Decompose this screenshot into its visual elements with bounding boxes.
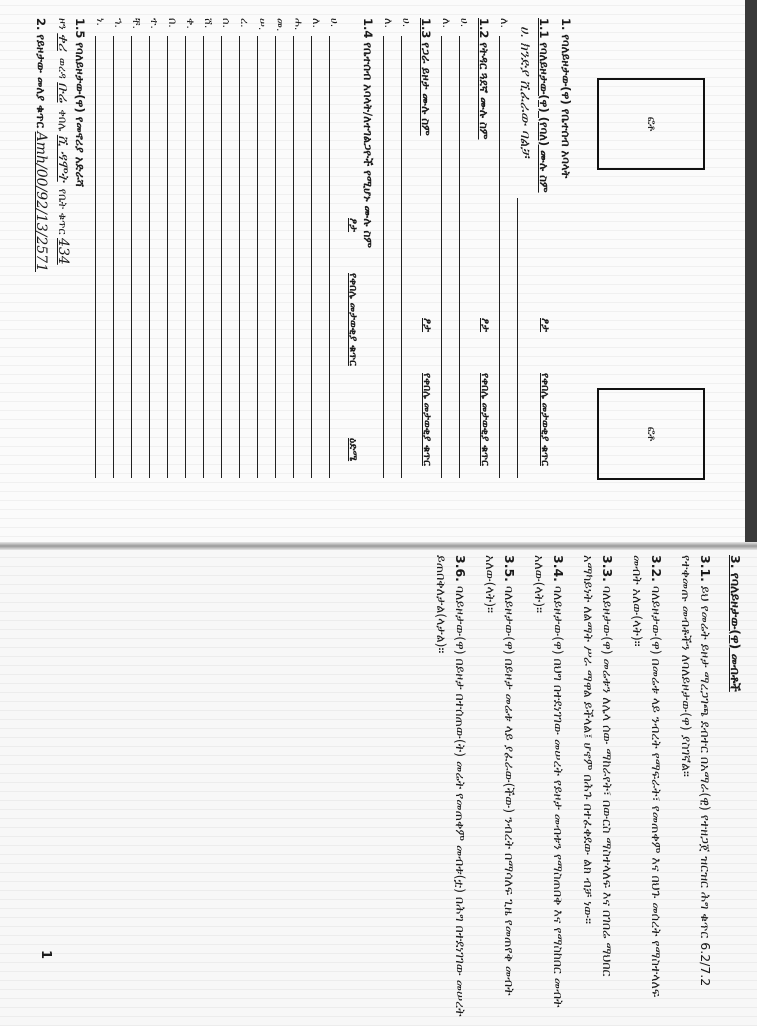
item1-2-sex-header: ፆታ — [479, 318, 491, 333]
family-row: ሀ. — [327, 18, 341, 478]
photo-label: ፎቶ — [645, 116, 658, 132]
item1-3-sex-header: ፆታ — [421, 318, 433, 333]
page-number: 1 — [38, 950, 53, 960]
clause-3-3: 3.3. ባለይዞታው(ዋ) መሬቱን ለሌላ ሰው ማከራየት፣ በውርስ ማስተላለፍ እና በገበሬ ማህበር አማካይነት ለልማት ሥራ ማዋል ይችላል፤ ሆኖም በሕጉ በተፈቀደው ልክ ብቻ ነው። — [581, 555, 616, 977]
photo-box-left — [597, 78, 705, 170]
family-row: መ. — [273, 18, 287, 478]
zone-label: ዞን — [56, 18, 69, 30]
family-row: ተ. — [147, 18, 161, 478]
family-row: ሰ. — [219, 18, 233, 478]
page-gutter — [0, 542, 757, 550]
item1-2-id-header: የቀበሌ መታወቂያ ቁጥር — [479, 373, 491, 466]
rights-text — [25, 555, 745, 1020]
item1-1-sex-header: ፆታ — [539, 318, 551, 333]
clause-3-1: 3.1. ይህ የመሬት ይዞታ ማረጋገጫ ደብተር በአማራ(ዊ) የተዘጋጀ ዝርዝር ሕግ ቁጥር 6.2/7.2 የተቀመጡ መብቶችን ለባለይዞታው(ዋ) ያስገኛል። — [679, 555, 714, 987]
clause-3-2: 3.2. ባለይዞታው(ዋ) በመሬቱ ላይ ንብረት የማፍራት፣ የመጠቀም እና በህጉ መሰረት የማስተላለፍ መብት አለው(ላት)። — [630, 555, 665, 998]
clause-3-4: 3.4. ባለይዞታው(ዋ) በህግ በተደነገገው መሠረት የይዞታ መብቱን የማስጠበቅ እና የማስከበር መብት አለው(ላት)። — [532, 555, 567, 1008]
family-row: ለ. — [309, 18, 323, 478]
family-row: በ. — [165, 18, 179, 478]
form-row: ለ. — [439, 18, 453, 478]
family-row: ሐ. — [291, 18, 305, 478]
family-row: ቀ. — [183, 18, 197, 478]
kebele-label: ቀበሌ — [56, 109, 69, 132]
family-row: ኀ. — [111, 18, 125, 478]
house-value: 434 — [55, 238, 71, 265]
book-spine — [745, 0, 757, 548]
form-row: ለ. — [497, 18, 511, 478]
parcel-id-value: Amh/00/92/13/2571 — [33, 131, 49, 272]
family-row: ሠ. — [255, 18, 269, 478]
registration-form — [25, 18, 705, 508]
house-label: የቤት ቁጥር — [56, 188, 69, 235]
woreda-label: ወረዳ — [56, 57, 69, 79]
form-row: ሀ. — [399, 18, 413, 478]
item1-1-id-header: የቀበሌ መታወቂያ ቁጥር — [539, 373, 551, 466]
item1-2-label: 1.2 የትዳር ጓደኛ ሙሉ ስም — [477, 18, 491, 140]
item1-4-sex-header: ፆታ — [347, 218, 359, 233]
item1-4-label: 1.4 የቤተሰብ አባላት/ለተገልጋዮች የሚሆኑ ሙሉ ስም — [361, 18, 375, 248]
family-row: ቸ. — [129, 18, 143, 478]
clause-3-6: 3.6. ባለይዞታው(ዋ) በይዞታ በተሰጠው(ት) መሬት የመጠቀም መብቱ(ቷ) በሕግ በተደነገገው መሠረት ይጠበቅለታል(ላታል)። — [434, 555, 469, 1017]
item2-line — [33, 18, 49, 272]
item1-3-id-header: የቀበሌ መታወቂያ ቁጥር — [421, 373, 433, 466]
family-row: ነ. — [93, 18, 107, 478]
family-row: ረ. — [237, 18, 251, 478]
address-line — [55, 18, 71, 265]
form-row: ሀ. — [457, 18, 471, 478]
item1-3-label: 1.3 የጋራ ይዞታ ሙሉ ስም — [419, 18, 433, 136]
item1-4-age-header: ዕድሜ — [347, 438, 359, 462]
form-row: ለ. — [381, 18, 395, 478]
item1-1-label: 1.1 የባለይዞታው(ዋ) (የባለ) ሙሉ ስም — [537, 18, 551, 193]
holder-name-value: ሀ. ክንድያ ሺፈራው ባልቻ — [517, 26, 533, 158]
kebele-value: ሺ ዳሞት — [55, 134, 71, 182]
section3-title: 3. የባለይዞታው(ዋ) መብቶች — [728, 555, 743, 692]
clause-3-5: 3.5. ባለይዞታው(ዋ) በይዞታ መሬቱ ላይ ያፈራው(ችው) ንብረት በማሳለፍ ጊዜ የመጠየቅ መብት አለው(ላት)። — [483, 555, 518, 996]
item1-4-id-header: የቀበሌ መታወቂያ ቁጥር — [347, 273, 359, 366]
zone-value: ቀሪ — [55, 33, 71, 51]
holder-name-line — [515, 18, 529, 478]
family-row: ሸ. — [201, 18, 215, 478]
woreda-value: ቡሬ — [55, 82, 71, 103]
item1-5-label: 1.5 የባለይዞታው(ዋ) የመኖሪያ አድራሻ — [73, 18, 87, 187]
photo-label: ፎቶ — [645, 426, 658, 442]
item1-title: 1. የባለይዞታው(ዋ) የቤተሰብ አባላት — [559, 18, 573, 179]
item2-label: 2. የይዞታው መለያ ቁጥር — [34, 18, 48, 128]
photo-box-right — [597, 388, 705, 480]
